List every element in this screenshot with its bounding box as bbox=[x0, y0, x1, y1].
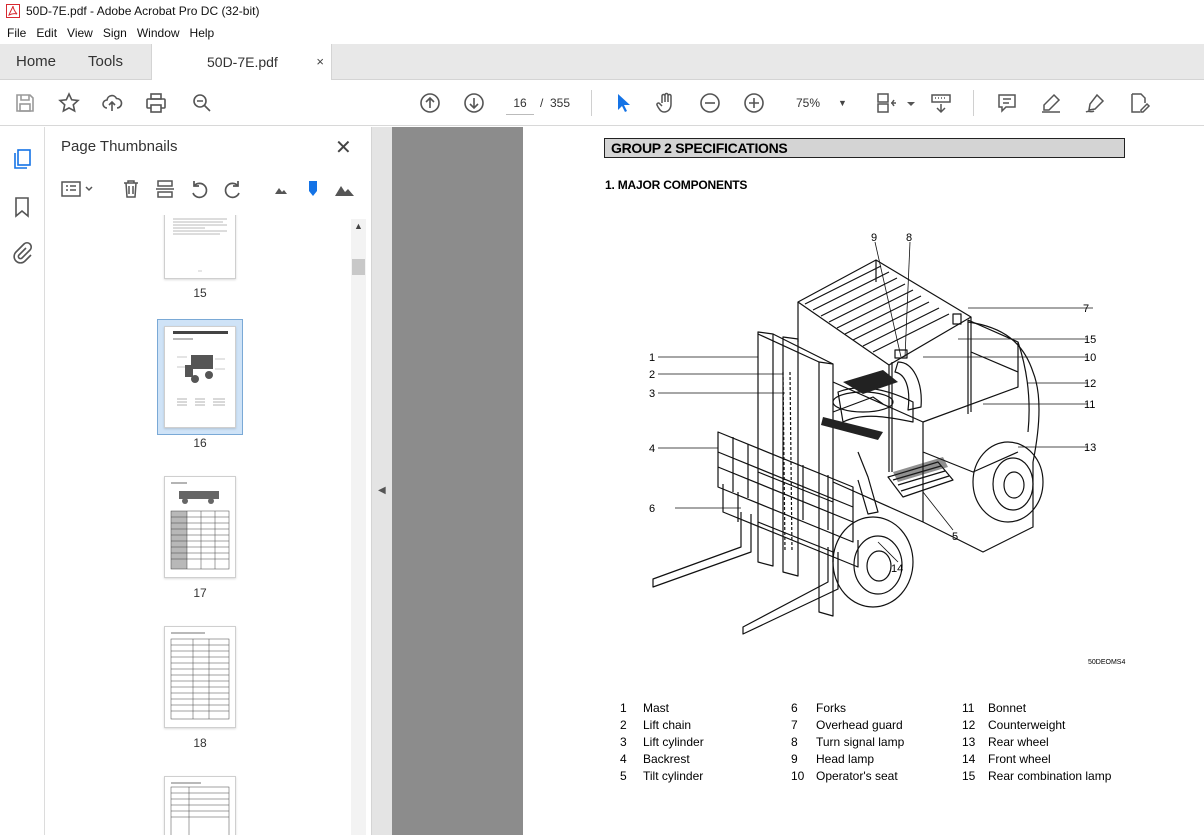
thumbnail-page-number: 16 bbox=[193, 436, 207, 450]
callout-6: 6 bbox=[649, 503, 656, 515]
share-upload-icon[interactable] bbox=[100, 91, 124, 115]
zoom-level[interactable]: 75% bbox=[796, 96, 821, 110]
tab-bar bbox=[0, 44, 1204, 80]
page-thumbnail-selected[interactable] bbox=[164, 326, 236, 428]
page-thumbnail[interactable] bbox=[164, 626, 236, 728]
callout-10: 10 bbox=[1084, 352, 1097, 364]
print-icon[interactable] bbox=[144, 91, 168, 115]
window-title: 50D-7E.pdf - Adobe Acrobat Pro DC (32-bit) bbox=[26, 4, 260, 18]
menu-file[interactable]: File bbox=[7, 26, 27, 40]
pdf-page: GROUP 2 SPECIFICATIONS 1. MAJOR COMPONENTS 1 2 3 4 5 6 7 8 9 10 11 12 13 14 15 50DEOMS4 1 Mast 2 Lift chain 3 Lift cylinder 4 Backrest 5 Tilt cylinder 6 Forks 7 Overhead guard 8 Turn signal lamp 9 Head lamp 10 Operator's seat 11 Bonnet 12 Counterweight 13 Rear wheel 14 Front wheel 15 Rear combination lamp bbox=[523, 127, 1204, 835]
toolbar-divider bbox=[591, 90, 592, 116]
page-thumbnail[interactable] bbox=[164, 776, 236, 835]
zoom-out-icon[interactable] bbox=[698, 91, 722, 115]
page-display-icon[interactable] bbox=[874, 91, 898, 115]
page-separator: / bbox=[540, 96, 544, 110]
scroll-mode-icon[interactable] bbox=[929, 91, 953, 115]
thumbnail-page-number: 17 bbox=[193, 586, 207, 600]
collapse-panel-icon[interactable]: ◀ bbox=[378, 485, 386, 496]
page-thumbnails-icon[interactable] bbox=[10, 147, 34, 171]
menu-help[interactable]: Help bbox=[189, 26, 215, 40]
panel-collapse-gutter[interactable] bbox=[372, 127, 392, 835]
thumbnail-size-small-icon[interactable] bbox=[269, 177, 293, 201]
sign-pen-icon[interactable] bbox=[1083, 91, 1107, 115]
acrobat-app-icon bbox=[6, 4, 20, 18]
thumbnails-panel-title: Page Thumbnails bbox=[61, 138, 178, 155]
page-number-input[interactable]: 16 bbox=[506, 91, 534, 115]
previous-page-icon[interactable] bbox=[418, 91, 442, 115]
extract-pages-icon[interactable] bbox=[153, 177, 177, 201]
close-panel-icon[interactable]: ✕ bbox=[335, 137, 352, 159]
edit-document-icon[interactable] bbox=[1127, 91, 1151, 115]
select-cursor-icon[interactable] bbox=[611, 91, 635, 115]
tab-home[interactable]: Home bbox=[16, 53, 57, 70]
zoom-in-icon[interactable] bbox=[742, 91, 766, 115]
thumbnail-size-slider-icon[interactable] bbox=[301, 177, 325, 201]
save-icon[interactable] bbox=[13, 91, 37, 115]
zoom-search-icon[interactable] bbox=[190, 91, 214, 115]
callout-8: 8 bbox=[906, 232, 913, 244]
tab-tools[interactable]: Tools bbox=[88, 53, 124, 70]
callout-9: 9 bbox=[871, 232, 878, 244]
callout-1: 1 bbox=[649, 352, 656, 364]
zoom-dropdown-icon[interactable]: ▼ bbox=[838, 98, 847, 108]
figure-code: 50DEOMS4 bbox=[1088, 659, 1126, 666]
thumbnail-page-number: 18 bbox=[193, 736, 207, 750]
rotate-clockwise-icon[interactable] bbox=[221, 177, 245, 201]
highlight-pen-icon[interactable] bbox=[1039, 91, 1063, 115]
toolbar bbox=[0, 80, 1204, 126]
comment-icon[interactable] bbox=[995, 91, 1019, 115]
callout-14: 14 bbox=[891, 563, 904, 575]
callout-3: 3 bbox=[649, 388, 656, 400]
attachments-paperclip-icon[interactable] bbox=[10, 241, 34, 265]
left-navigation-rail bbox=[0, 127, 45, 835]
page-thumbnail[interactable] bbox=[164, 476, 236, 578]
menu-edit[interactable]: Edit bbox=[36, 26, 58, 40]
hand-tool-icon[interactable] bbox=[654, 91, 678, 115]
scroll-up-icon[interactable]: ▲ bbox=[354, 221, 363, 231]
thumbnail-page-number: 15 bbox=[193, 286, 207, 300]
callout-7: 7 bbox=[1083, 303, 1090, 315]
bookmark-star-icon[interactable] bbox=[57, 91, 81, 115]
menu-view[interactable]: View bbox=[67, 26, 93, 40]
menu-sign[interactable]: Sign bbox=[102, 26, 127, 40]
tab-document[interactable] bbox=[151, 44, 332, 81]
document-viewer-background bbox=[392, 127, 523, 835]
page-thumbnail[interactable] bbox=[164, 215, 236, 279]
total-pages: 355 bbox=[550, 96, 571, 110]
group-heading: GROUP 2 SPECIFICATIONS bbox=[604, 138, 1125, 158]
thumbnails-list[interactable] bbox=[45, 215, 351, 835]
menu-bar bbox=[0, 22, 1204, 44]
bookmarks-icon[interactable] bbox=[10, 195, 34, 219]
thumbnails-toolbar bbox=[45, 175, 372, 205]
callout-11: 11 bbox=[1084, 399, 1096, 411]
title-bar bbox=[0, 0, 1204, 22]
thumbnails-panel bbox=[45, 127, 372, 835]
callout-12: 12 bbox=[1084, 378, 1097, 390]
toolbar-divider bbox=[973, 90, 974, 116]
callout-2: 2 bbox=[649, 369, 656, 381]
delete-page-icon[interactable] bbox=[119, 177, 143, 201]
thumbnail-size-large-icon[interactable] bbox=[333, 177, 357, 201]
section-heading: 1. MAJOR COMPONENTS bbox=[605, 178, 748, 192]
next-page-icon[interactable] bbox=[462, 91, 486, 115]
scrollbar-thumb[interactable] bbox=[352, 259, 365, 275]
callout-4: 4 bbox=[649, 443, 656, 455]
forklift-components-diagram bbox=[623, 222, 1143, 652]
page-display-dropdown-icon[interactable] bbox=[899, 91, 909, 115]
thumbnails-scrollbar[interactable] bbox=[351, 219, 366, 835]
close-tab-icon[interactable]: × bbox=[316, 54, 324, 69]
tab-document-label: 50D-7E.pdf bbox=[207, 54, 278, 70]
rotate-counterclockwise-icon[interactable] bbox=[187, 177, 211, 201]
callout-13: 13 bbox=[1084, 442, 1097, 454]
thumbnail-options-icon[interactable] bbox=[60, 177, 96, 201]
callout-5: 5 bbox=[952, 531, 959, 543]
menu-window[interactable]: Window bbox=[136, 26, 180, 40]
callout-15: 15 bbox=[1084, 334, 1097, 346]
